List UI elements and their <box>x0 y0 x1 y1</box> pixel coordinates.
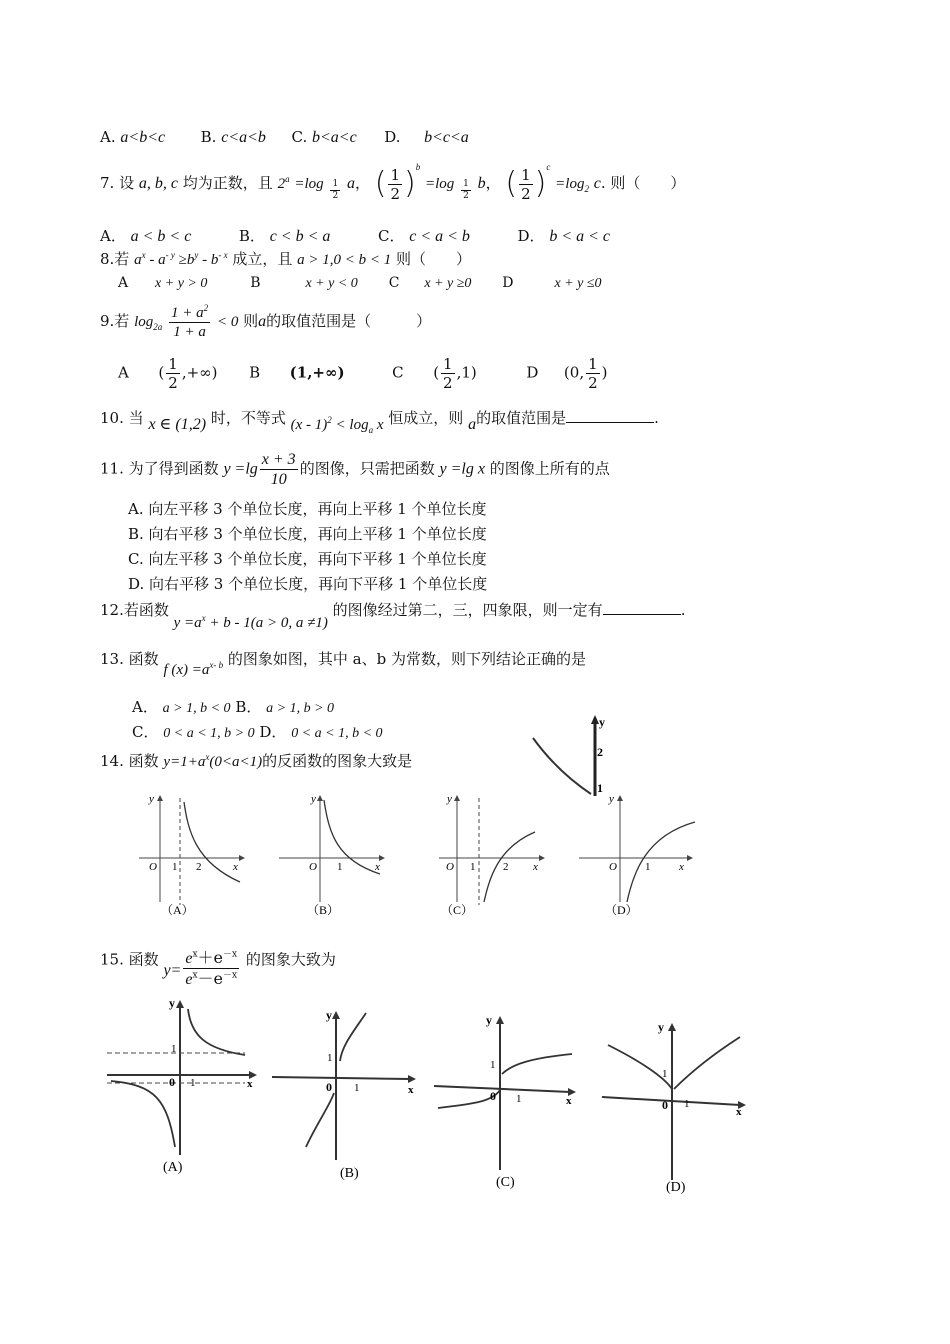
q15-number: 15. <box>100 950 124 969</box>
q15-graph-c-label: (C) <box>496 1175 515 1190</box>
q13-options-row-1 <box>132 698 334 718</box>
question-8 <box>100 250 471 269</box>
q15-graph-c-y: y <box>486 1013 492 1027</box>
q9-option-c-right: ,1) <box>456 363 477 382</box>
q8-option-c: x + y ≥0 <box>424 276 472 291</box>
q14-text2: 的反函数的图象大致是 <box>262 752 413 770</box>
q12-text: 的图像经过第二，三，四象限，则一定有 <box>332 601 603 619</box>
q10-cond: x ∈ (1,2) <box>148 416 207 433</box>
q7-paren-open-2: ( <box>505 166 518 201</box>
q8-text: 成立，且 <box>232 250 298 268</box>
q6-option-b: c<a<b <box>221 129 266 146</box>
q10-text2: 恒成立，则 <box>388 409 464 427</box>
q15-graph-b-o: 0 <box>326 1080 332 1094</box>
q9-number: 9.若 <box>100 312 130 330</box>
q9-option-a-frac: $\frac{1}{2}$ <box>168 355 178 392</box>
q7-paren-close-2: ) <box>534 166 547 201</box>
q7-vars: a, b, c <box>138 175 178 192</box>
q10-answer-blank[interactable] <box>566 408 654 423</box>
q14-graph-a-x: x <box>233 861 238 873</box>
q10-lead: 当 <box>128 409 144 427</box>
q15-fraction: $\frac{e^x+e^{-x}}{e^x-e^{-x}}$ <box>185 948 238 989</box>
q8-option-d-label: D <box>502 275 514 291</box>
q6-option-d: b<c<a <box>424 129 469 146</box>
q6-option-a: a<b<c <box>120 129 166 146</box>
q8-option-a-label: A <box>118 275 129 291</box>
q9-option-d-label: D <box>526 363 539 382</box>
q12-period: . <box>680 601 686 619</box>
q15-graph-c <box>432 1010 582 1190</box>
q7-options <box>100 227 610 246</box>
q10-ineq: $(x - 1)^2 < \log_a x$ <box>290 415 384 435</box>
q15-graph-b-y: y <box>326 1008 332 1022</box>
q8-exp1: x <box>141 250 146 260</box>
q14-graph-d-x: x <box>679 861 684 873</box>
q11-number: 11. <box>100 459 124 478</box>
q7-option-d-label: D． <box>517 227 545 245</box>
q11-text3: 的图像上所有的点 <box>489 459 610 478</box>
q14-graph-c-curve <box>484 832 535 902</box>
q14-graph-a-tick-2: 2 <box>196 861 202 873</box>
q15-fn: y= <box>163 961 182 979</box>
q9-option-b-label: B <box>249 363 261 382</box>
q8-exp2: - y <box>165 250 175 260</box>
q8-option-b: x + y < 0 <box>305 276 358 291</box>
q12-answer-blank[interactable] <box>603 600 681 615</box>
q15-graph-a-curve-right <box>188 1009 245 1055</box>
q7-option-a: a < b < c <box>130 228 192 245</box>
q15-graph-a-tick-1: 1 <box>190 1077 196 1089</box>
q13-option-b-label: B． <box>235 698 262 716</box>
q9-option-d-right: ) <box>601 363 608 382</box>
q11-text2: 的图像，只需把函数 <box>299 459 435 478</box>
q7-log3: =log <box>555 176 585 192</box>
q13-option-d-label: D． <box>259 723 287 741</box>
q10-var: a <box>468 416 477 433</box>
q11-option-c: C. 向左平移 3 个单位长度，再向下平移 1 个单位长度 <box>128 550 487 568</box>
q9-var: a <box>258 313 267 330</box>
q9-option-a-label: A <box>118 363 129 382</box>
q11-fn2: y =lg x <box>439 460 485 478</box>
q15-graph-d-tick-y: 1 <box>662 1068 668 1080</box>
q14-graph-a-curve <box>184 802 240 882</box>
q8-option-d: x + y ≤0 <box>554 276 602 291</box>
q10-end: 的取值范围是 <box>476 409 567 427</box>
q14-graph-d-label: （D） <box>605 903 638 917</box>
q8-option-c-label: C <box>388 275 400 291</box>
q11-option-a: A. 向左平移 3 个单位长度，再向上平移 1 个单位长度 <box>128 500 487 518</box>
q7-comma2: ， <box>485 174 501 192</box>
q13-text2: 的图象如图，其中 a、b 为常数，则下列结论正确的是 <box>227 650 586 668</box>
q6-option-b-label: B. <box>200 128 217 146</box>
q7-paren-open-1: ( <box>374 166 387 201</box>
q15-graph-b-curve-left <box>306 1093 334 1147</box>
q13-graph-y-label: y <box>599 715 605 729</box>
q9-log: log <box>134 314 154 330</box>
q7-option-b: c < b < a <box>269 228 331 245</box>
q7-arg-a: a <box>346 175 355 192</box>
q14-graph-c-tick-1: 1 <box>470 861 476 873</box>
q8-options <box>118 275 602 293</box>
q13-graph-tick-1: 1 <box>597 781 603 795</box>
q9-end: 的取值范围是（ ） <box>266 312 432 330</box>
q14-graph-a <box>135 790 250 920</box>
q15-text1: 函数 <box>128 950 159 969</box>
q13-text1: 函数 <box>128 650 159 668</box>
q8-exp4: - x <box>218 250 228 260</box>
q15-text2: 的图象大致为 <box>245 950 336 969</box>
q10-text1: 时，不等式 <box>210 409 286 427</box>
q7-paren-close-1: ) <box>404 166 416 201</box>
q14-graph-a-tick-1: 1 <box>172 861 178 873</box>
q9-base: 2a <box>153 322 163 332</box>
q14-graph-b-y: y <box>311 793 316 805</box>
q7-log2-base: $\frac{1}{2}$ <box>463 179 469 201</box>
q15-graph-a-label: (A) <box>163 1160 183 1175</box>
q8-mid2: ≥b <box>174 252 195 268</box>
q13-graph <box>525 712 615 800</box>
q13-option-a: a > 1, b < 0 <box>162 701 231 716</box>
question-13 <box>100 650 586 678</box>
q6-option-c: b<a<c <box>312 129 357 146</box>
q7-exp-c: c <box>546 162 551 172</box>
q9-option-c-left: ( <box>433 363 440 382</box>
q14-graph-d-o: O <box>609 861 617 873</box>
q7-log1-base: $\frac{1}{2}$ <box>332 179 339 201</box>
q15-graph-b <box>270 1005 420 1185</box>
q8-end: 则（ ） <box>396 250 472 268</box>
q7-log2: =log <box>425 176 455 192</box>
q8-mid3: - b <box>198 252 219 268</box>
q7-end: . 则（ ） <box>600 174 686 192</box>
q15-graph-d-tick-1: 1 <box>684 1098 690 1110</box>
q14-graph-c-o: O <box>446 861 454 873</box>
q7-option-a-label: A． <box>100 227 126 245</box>
q14-graph-d-tick-1: 1 <box>645 861 651 873</box>
q7-half-1: $\frac{1}{2}$ <box>390 165 401 203</box>
q14-graph-d-curve <box>627 822 695 902</box>
q7-half-2: $\frac{1}{2}$ <box>521 165 531 203</box>
q10-period: . <box>654 409 659 427</box>
question-11 <box>100 450 610 489</box>
q7-option-c: c < a < b <box>409 228 470 245</box>
q6-option-d-label: D. <box>384 128 401 146</box>
q7-arg-b: b <box>477 175 486 192</box>
q14-graph-b-o: O <box>309 861 317 873</box>
q15-graph-b-curve-right <box>340 1013 366 1061</box>
q9-option-b: (1,+∞) <box>289 363 345 382</box>
q9-option-a-left: ( <box>158 363 165 382</box>
q8-a: a <box>134 252 142 268</box>
q15-graph-a-y: y <box>169 996 175 1010</box>
q14-graph-d-y: y <box>609 793 614 805</box>
question-10 <box>100 408 659 435</box>
q8-cond: a > 1,0 < b < 1 <box>297 252 392 268</box>
q7-exp-a: a <box>285 174 290 184</box>
q7-lead: 设 <box>119 174 135 192</box>
q13-graph-tick-2: 2 <box>597 745 603 759</box>
q15-graph-b-x: x <box>408 1084 414 1096</box>
q15-graph-c-o: 0 <box>490 1089 496 1103</box>
q14-graph-b-label: （B） <box>307 903 340 917</box>
q9-option-c-frac: $\frac{1}{2}$ <box>443 355 453 392</box>
q13-option-b: a > 1, b > 0 <box>266 701 335 716</box>
q11-fn1: y =lg <box>223 460 258 478</box>
q13-option-c: 0 < a < 1, b > 0 <box>163 726 255 741</box>
q14-graph-b-x: x <box>375 861 380 873</box>
q11-fraction: $\frac{x + 3}{10}$ <box>261 451 296 489</box>
q15-graph-a <box>105 995 265 1180</box>
q11-text1: 为了得到函数 <box>128 459 219 478</box>
q7-two: 2 <box>277 176 286 192</box>
q7-comma1: ， <box>354 174 370 192</box>
q15-graph-a-tick-y: 1 <box>171 1043 177 1055</box>
q15-graph-d <box>600 1015 755 1195</box>
q7-log3-base: 2 <box>584 184 589 194</box>
q9-option-d-frac: $\frac{1}{2}$ <box>588 355 598 392</box>
q7-option-b-label: B． <box>238 227 265 245</box>
q14-graph-c-label: （C） <box>441 903 474 917</box>
q7-option-d: b < a < c <box>549 228 611 245</box>
q12-number: 12.若函数 <box>100 601 169 619</box>
question-15 <box>100 940 336 989</box>
q15-graph-d-curve-right <box>674 1037 740 1089</box>
q14-graph-c-y: y <box>447 793 452 805</box>
q14-graph-b-tick-1: 1 <box>337 861 343 873</box>
q13-option-c-label: C． <box>132 723 159 741</box>
q15-graph-d-x: x <box>736 1106 742 1118</box>
q7-log1: =log <box>294 176 324 192</box>
q7-option-c-label: C． <box>377 227 405 245</box>
q7-arg-c: c <box>593 175 601 192</box>
q15-graph-d-curve-left <box>608 1045 672 1089</box>
q14-graph-b-curve <box>324 800 380 874</box>
q14-graph-c <box>435 790 550 920</box>
q15-graph-d-y: y <box>658 1020 664 1034</box>
q13-option-d: 0 < a < 1, b < 0 <box>291 726 383 741</box>
q15-graph-b-tick-1: 1 <box>354 1082 360 1094</box>
q13-option-a-label: A． <box>132 698 158 716</box>
question-7 <box>100 162 685 203</box>
q13-number: 13. <box>100 650 124 668</box>
q15-graph-b-label: (B) <box>340 1166 359 1181</box>
q15-graph-c-curve-right <box>502 1054 572 1074</box>
q15-graph-a-o: 0 <box>169 1075 175 1089</box>
q9-text: 则 <box>243 312 259 330</box>
q8-number: 8.若 <box>100 250 130 268</box>
q14-graph-c-tick-2: 2 <box>503 861 509 873</box>
q7-text: 均为正数，且 <box>182 174 273 192</box>
q14-graph-a-y: y <box>149 793 154 805</box>
q9-option-c-label: C <box>392 363 404 382</box>
question-9 <box>100 303 431 341</box>
q15-graph-c-tick-1: 1 <box>516 1093 522 1105</box>
q13-fn: f $(x) =a^{x- b}$ <box>163 660 224 678</box>
q8-exp3: y <box>194 250 199 260</box>
q14-text1: 函数 <box>128 752 164 770</box>
q15-graph-a-x: x <box>247 1078 253 1090</box>
q8-mid1: - a <box>145 252 166 268</box>
q11-option-d: D. 向右平移 3 个单位长度，再向下平移 1 个单位长度 <box>128 575 488 593</box>
q14-graph-d <box>575 790 700 920</box>
q14-number: 14. <box>100 752 124 770</box>
q8-option-b-label: B <box>250 275 261 291</box>
q15-graph-b-tick-y: 1 <box>327 1052 333 1064</box>
q14-graph-c-x: x <box>533 861 538 873</box>
q15-graph-d-label: (D) <box>666 1180 686 1195</box>
q6-option-a-label: A. <box>100 128 116 146</box>
q15-graph-c-x: x <box>566 1095 572 1107</box>
q15-graph-c-tick-y: 1 <box>490 1059 496 1071</box>
q14-graph-b <box>275 790 390 920</box>
q7-exp-b: b <box>415 162 421 172</box>
q14-graph-a-o: O <box>149 861 157 873</box>
q9-ineq: < 0 <box>216 314 239 330</box>
q15-graph-d-o: 0 <box>662 1098 668 1112</box>
q14-graph-a-label: （A） <box>161 903 194 917</box>
q9-option-d-left: (0, <box>563 363 585 382</box>
q9-fraction: $\frac{1 + a^2}{1 + a}$ <box>171 303 209 340</box>
q9-option-a-right: ,+∞) <box>181 363 218 382</box>
q9-options <box>118 355 608 392</box>
q13-graph-curve <box>533 738 591 794</box>
question-12 <box>100 600 686 631</box>
q7-number: 7. <box>100 174 115 192</box>
q12-fn: $y =a^x + b - 1(a > 0$, a ≠1) <box>173 613 328 631</box>
q6-options <box>100 128 469 147</box>
q10-number: 10. <box>100 409 124 427</box>
q15-graph-a-curve-left <box>111 1081 175 1147</box>
question-14 <box>100 752 412 771</box>
q6-option-c-label: C. <box>291 128 308 146</box>
q13-options-row-2 <box>132 723 383 743</box>
q11-option-b: B. 向右平移 3 个单位长度，再向上平移 1 个单位长度 <box>128 525 487 543</box>
q8-option-a: x + y > 0 <box>155 276 208 291</box>
q14-fn: $y=1+a^x(0<a<1)$ <box>163 752 263 770</box>
